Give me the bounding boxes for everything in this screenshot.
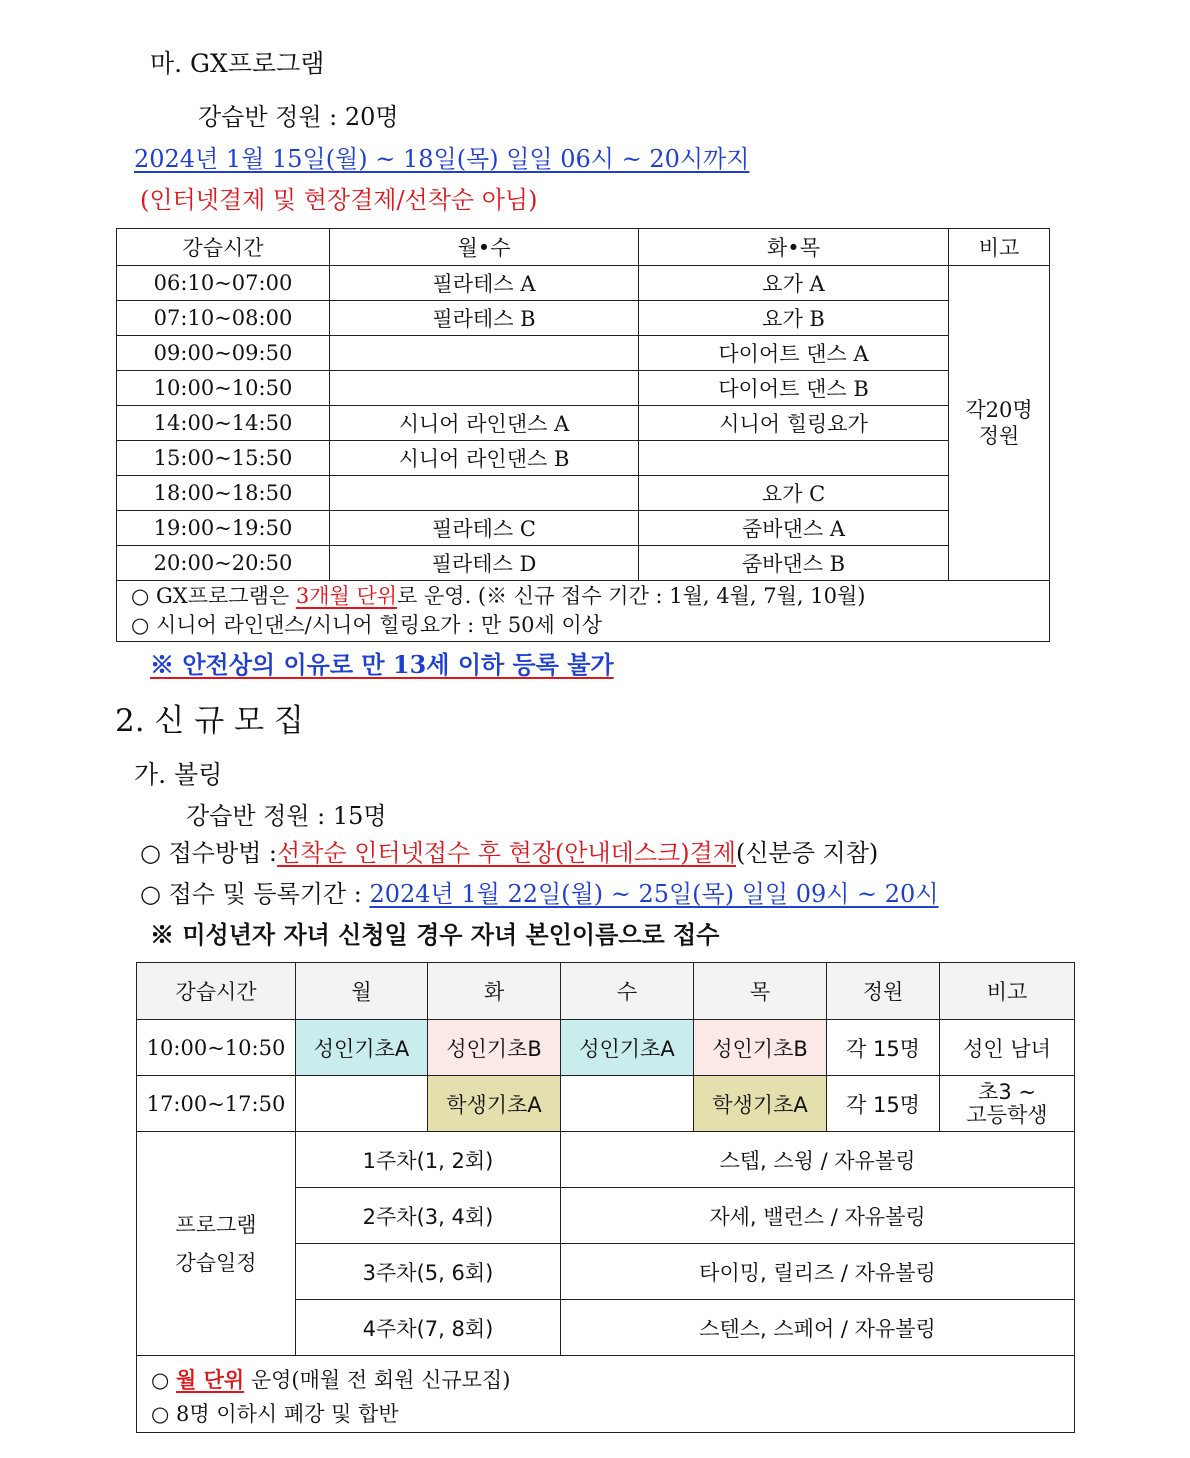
bowl-week: 2주차(3, 4회) — [296, 1188, 561, 1244]
bowl-remark: 성인 남녀 — [940, 1020, 1075, 1076]
bowl-wed: 성인기초A — [561, 1020, 694, 1076]
table-row — [137, 1076, 1075, 1132]
table-row — [117, 301, 1050, 336]
bowl-week-content: 타이밍, 릴리즈 / 자유볼링 — [561, 1244, 1075, 1300]
gx-time: 06:10~07:00 — [117, 266, 330, 301]
bowl-remark — [940, 1076, 1075, 1132]
gx-time: 10:00~10:50 — [117, 371, 330, 406]
bowling-method-post: (신분증 지참) — [735, 839, 879, 867]
bowling-heading: 가. 볼링 — [134, 760, 223, 789]
gx-time: 15:00~15:50 — [117, 441, 330, 476]
gx-header-remark: 비고 — [949, 229, 1050, 266]
bowl-wed — [561, 1076, 694, 1132]
gx-note-1-red: 3개월 단위 — [295, 584, 398, 608]
bowl-week-content: 자세, 밸런스 / 자유볼링 — [561, 1188, 1075, 1244]
table-row — [117, 266, 1050, 301]
bowl-capacity: 각 15명 — [827, 1020, 940, 1076]
bowl-header-mon: 월 — [296, 963, 428, 1020]
table-row — [117, 441, 1050, 476]
gx-capacity: 강습반 정원 : 20명 — [198, 103, 399, 131]
gx-time: 19:00~19:50 — [117, 511, 330, 546]
gx-mon-wed — [330, 371, 639, 406]
gx-time: 07:10~08:00 — [117, 301, 330, 336]
bowl-tue: 성인기초B — [428, 1020, 561, 1076]
bowl-schedule-label-line1: 프로그램 — [175, 1212, 257, 1237]
gx-mon-wed: 필라테스 B — [330, 301, 639, 336]
bowl-header-wed: 수 — [561, 963, 694, 1020]
gx-tue-thu: 줌바댄스 A — [639, 511, 949, 546]
bowl-foot-1-post: 운영(매월 전 회원 신규모집) — [244, 1368, 511, 1392]
gx-tue-thu: 다이어트 댄스 A — [639, 336, 949, 371]
bowl-week: 1주차(1, 2회) — [296, 1132, 561, 1188]
gx-heading: 마. GX프로그램 — [150, 49, 325, 78]
bowling-period-value: 2024년 1월 22일(월) ~ 25일(목) 일일 09시 ~ 20시 — [369, 880, 939, 908]
table-row — [117, 511, 1050, 546]
gx-tue-thu: 시니어 힐링요가 — [639, 406, 949, 441]
bowling-method-red: 선착순 인터넷접수 후 현장(안내데스크)결제 — [277, 839, 736, 867]
gx-mon-wed: 시니어 라인댄스 B — [330, 441, 639, 476]
bowl-header-tue: 화 — [428, 963, 561, 1020]
bowling-period — [140, 874, 939, 909]
bowl-schedule-label-line2: 강습일정 — [175, 1250, 257, 1275]
gx-header-mon-wed: 월•수 — [330, 229, 639, 266]
bowl-week: 3주차(5, 6회) — [296, 1244, 561, 1300]
bowl-week-content: 스텝, 스윙 / 자유볼링 — [561, 1132, 1075, 1188]
bowling-minor-note: ※ 미성년자 자녀 신청일 경우 자녀 본인이름으로 접수 — [150, 920, 720, 949]
gx-payment-note: (인터넷결제 및 현장결제/선착순 아님) — [140, 186, 538, 214]
table-row — [137, 1132, 1075, 1188]
gx-mon-wed — [330, 336, 639, 371]
bowl-header-thu: 목 — [694, 963, 827, 1020]
gx-note-1-pre: ○ GX프로그램은 — [131, 584, 296, 608]
bowling-capacity: 강습반 정원 : 15명 — [186, 802, 387, 830]
bowl-week: 4주차(7, 8회) — [296, 1300, 561, 1356]
bowl-capacity: 각 15명 — [827, 1076, 940, 1132]
bowl-header-remark: 비고 — [940, 963, 1075, 1020]
bowl-tue: 학생기초A — [428, 1076, 561, 1132]
bowl-thu: 학생기초A — [694, 1076, 827, 1132]
table-row — [117, 336, 1050, 371]
gx-tue-thu: 요가 C — [639, 476, 949, 511]
bowl-time: 10:00~10:50 — [137, 1020, 296, 1076]
gx-time: 20:00~20:50 — [117, 546, 330, 581]
gx-note-2: ○ 시니어 라인댄스/시니어 힐링요가 : 만 50세 이상 — [117, 611, 1050, 642]
gx-remark — [949, 266, 1050, 581]
gx-safety-note: ※ 안전상의 이유로 만 13세 이하 등록 불가 — [150, 650, 614, 679]
gx-note-1 — [117, 581, 1050, 612]
gx-tue-thu: 요가 A — [639, 266, 949, 301]
section2-heading: 2. 신 규 모 집 — [115, 703, 304, 739]
gx-time: 14:00~14:50 — [117, 406, 330, 441]
table-row — [117, 546, 1050, 581]
gx-header-tue-thu: 화•목 — [639, 229, 949, 266]
table-row — [117, 406, 1050, 441]
gx-note-1-post: 로 운영. (※ 신규 접수 기간 : 1월, 4월, 7월, 10월) — [397, 584, 866, 608]
gx-remark-line1: 각20명 — [965, 398, 1033, 422]
bowl-header-capacity: 정원 — [827, 963, 940, 1020]
gx-mon-wed: 필라테스 D — [330, 546, 639, 581]
gx-time: 09:00~09:50 — [117, 336, 330, 371]
gx-remark-line2: 정원 — [978, 424, 1020, 448]
bowl-foot-1-pre: ○ — [151, 1368, 176, 1392]
bowl-mon: 성인기초A — [296, 1020, 428, 1076]
bowl-foot-2: ○ 8명 이하시 폐강 및 합반 — [137, 1394, 1075, 1433]
gx-time: 18:00~18:50 — [117, 476, 330, 511]
bowling-period-label: ○ 접수 및 등록기간 : — [140, 880, 370, 908]
bowl-header-time: 강습시간 — [137, 963, 296, 1020]
bowl-time: 17:00~17:50 — [137, 1076, 296, 1132]
table-row — [117, 371, 1050, 406]
bowl-remark-line2: 고등학생 — [966, 1102, 1048, 1127]
bowl-thu: 성인기초B — [694, 1020, 827, 1076]
bowl-foot-1 — [137, 1356, 1075, 1395]
gx-mon-wed — [330, 476, 639, 511]
gx-tue-thu — [639, 441, 949, 476]
bowl-foot-1-red: 월 단위 — [176, 1367, 245, 1392]
table-row — [117, 476, 1050, 511]
gx-tue-thu: 줌바댄스 B — [639, 546, 949, 581]
gx-header-time: 강습시간 — [117, 229, 330, 266]
bowling-method-label: ○ 접수방법 : — [140, 839, 278, 867]
gx-period: 2024년 1월 15일(월) ~ 18일(목) 일일 06시 ~ 20시까지 — [134, 145, 750, 173]
gx-mon-wed: 필라테스 A — [330, 266, 639, 301]
bowling-method — [140, 833, 878, 868]
bowl-schedule-label — [137, 1132, 296, 1356]
bowl-week-content: 스텐스, 스페어 / 자유볼링 — [561, 1300, 1075, 1356]
bowl-mon — [296, 1076, 428, 1132]
bowl-remark-line1: 초3 ~ — [978, 1079, 1036, 1104]
gx-tue-thu: 다이어트 댄스 B — [639, 371, 949, 406]
gx-schedule-table — [116, 228, 1050, 642]
table-row — [137, 1020, 1075, 1076]
gx-mon-wed: 시니어 라인댄스 A — [330, 406, 639, 441]
gx-tue-thu: 요가 B — [639, 301, 949, 336]
gx-mon-wed: 필라테스 C — [330, 511, 639, 546]
bowling-schedule-table — [136, 962, 1075, 1433]
